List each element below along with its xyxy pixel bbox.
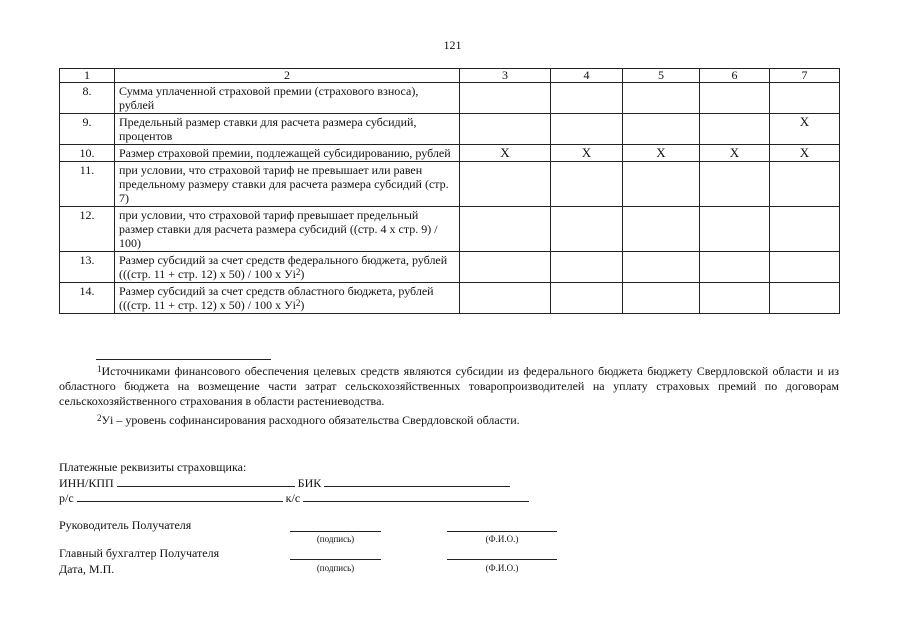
value-cell-c3 (460, 162, 551, 207)
value-cell-c3 (460, 283, 551, 314)
value-cell-c6 (700, 83, 770, 114)
value-cell-c7 (770, 252, 840, 283)
footnote-text: Уi – уровень софинансирования расходного обязательства Свердловской области. (101, 413, 520, 427)
row-description-text: Размер субсидий за счет средств областного бюджета, рублей (((стр. 11 + стр. 12) х 50) / 100 х Уi (119, 284, 434, 312)
head-sign-caption: (подпись) (316, 534, 355, 544)
value-cell-c6 (700, 162, 770, 207)
value-cell-c3 (460, 207, 551, 252)
value-cell-c6 (700, 114, 770, 145)
bik-field[interactable] (324, 475, 510, 487)
header-cell: 4 (551, 69, 623, 83)
footnote-text: Источниками финансового обеспечения целевых средств являются субсидии из федерального бюджета бюджету Свердловской области и из областного бюджета на возмещение части затрат сельскохозяйственных товаропроизводителей на уплату страховых премий по договорам сельскохозяйственного страхования в области растениеводства. (59, 364, 839, 408)
value-cell-c4 (551, 162, 623, 207)
table-row (60, 283, 840, 314)
row-description-text: Предельный размер ставки для расчета размера субсидий, процентов (119, 115, 417, 143)
value-cell-c7 (770, 283, 840, 314)
row-description-text: Размер страховой премии, подлежащей субсидированию, рублей (119, 146, 451, 160)
value-cell-c3 (460, 83, 551, 114)
head-name-caption: (Ф.И.О.) (485, 534, 519, 544)
value-cell-c5 (623, 83, 700, 114)
head-label: Руководитель Получателя (59, 518, 192, 532)
ks-field[interactable] (303, 490, 529, 502)
value-cell-c3: Х (460, 145, 551, 162)
value-cell-c4 (551, 83, 623, 114)
value-cell-c7: Х (770, 145, 840, 162)
value-cell-c4: Х (551, 145, 623, 162)
row-number-cell: 10. (60, 145, 115, 162)
value-cell-c7: Х (770, 114, 840, 145)
header-cell: 5 (623, 69, 700, 83)
row-description-cell (115, 207, 460, 252)
head-name-line[interactable] (447, 530, 557, 532)
value-cell-c7 (770, 162, 840, 207)
inn-label: ИНН/КПП (59, 476, 114, 490)
row-number-cell: 11. (60, 162, 115, 207)
value-cell-c6 (700, 207, 770, 252)
footnote-mark: 2 (97, 413, 102, 423)
footnote-mark: 1 (97, 364, 102, 374)
value-cell-c5 (623, 114, 700, 145)
row-description-text: Сумма уплаченной страховой премии (страхового взноса), рублей (119, 84, 419, 112)
header-cell: 6 (700, 69, 770, 83)
row-description-cell (115, 252, 460, 283)
table-row (60, 207, 840, 252)
value-cell-c6 (700, 283, 770, 314)
value-cell-c7 (770, 83, 840, 114)
rs-label: р/с (59, 491, 74, 505)
row-description-cell (115, 83, 460, 114)
inn-field[interactable] (117, 475, 295, 487)
footnote-ref: 2 (295, 267, 301, 277)
header-cell: 3 (460, 69, 551, 83)
row-number-cell: 9. (60, 114, 115, 145)
table-row (60, 252, 840, 283)
accountant-signature-line[interactable] (290, 558, 381, 560)
value-cell-c5: Х (623, 145, 700, 162)
value-cell-c5 (623, 162, 700, 207)
accountant-name-line[interactable] (447, 558, 557, 560)
value-cell-c3 (460, 252, 551, 283)
row-description-cell (115, 145, 460, 162)
footnote-1 (59, 364, 839, 409)
table-body (60, 69, 840, 314)
value-cell-c4 (551, 207, 623, 252)
value-cell-c4 (551, 114, 623, 145)
value-cell-c6 (700, 252, 770, 283)
row-description-text: при условии, что страховой тариф не превышает или равен предельному размеру ставки для расчета размера субсидий (стр. 7) (119, 163, 449, 205)
row-description-end: ) (300, 298, 305, 312)
row-number-cell: 12. (60, 207, 115, 252)
row-description-text: при условии, что страховой тариф превышает предельный размер ставки для расчета размера субсидий ((стр. 4 х стр. 9) / 100) (119, 208, 438, 250)
value-cell-c5 (623, 283, 700, 314)
accountant-name-caption: (Ф.И.О.) (485, 563, 519, 573)
footnote-separator (96, 359, 271, 360)
header-cell: 1 (60, 69, 115, 83)
value-cell-c6: Х (700, 145, 770, 162)
row-description-end: ) (300, 267, 305, 281)
row-description-cell (115, 283, 460, 314)
footnote-ref: 2 (295, 298, 301, 308)
requisites-account-row (59, 490, 529, 506)
table-row (60, 114, 840, 145)
ks-label: к/с (285, 491, 301, 505)
table-row (60, 145, 840, 162)
value-cell-c5 (623, 252, 700, 283)
row-description-text: Размер субсидий за счет средств федерального бюджета, рублей (((стр. 11 + стр. 12) х 50) / 100 х Уi (119, 253, 448, 281)
value-cell-c4 (551, 252, 623, 283)
bik-label: БИК (297, 476, 322, 490)
row-number-cell: 8. (60, 83, 115, 114)
footnote-2 (59, 413, 839, 428)
value-cell-c5 (623, 207, 700, 252)
header-cell: 7 (770, 69, 840, 83)
header-cell: 2 (115, 69, 460, 83)
accountant-label: Главный бухгалтер Получателя (59, 546, 220, 560)
rs-field[interactable] (77, 490, 283, 502)
table-row (60, 83, 840, 114)
requisites-inn-row (59, 475, 510, 491)
subsidy-table (59, 68, 840, 314)
row-description-cell (115, 114, 460, 145)
page-number: 121 (443, 38, 462, 52)
value-cell-c7 (770, 207, 840, 252)
row-number-cell: 13. (60, 252, 115, 283)
table-row (60, 162, 840, 207)
accountant-sign-caption: (подпись) (316, 563, 355, 573)
date-label: Дата, М.П. (59, 562, 115, 576)
requisites-title: Платежные реквизиты страховщика: (59, 460, 247, 474)
row-number-cell: 14. (60, 283, 115, 314)
head-signature-line[interactable] (290, 530, 381, 532)
table-header-row (60, 69, 840, 83)
value-cell-c3 (460, 114, 551, 145)
row-description-cell (115, 162, 460, 207)
value-cell-c4 (551, 283, 623, 314)
